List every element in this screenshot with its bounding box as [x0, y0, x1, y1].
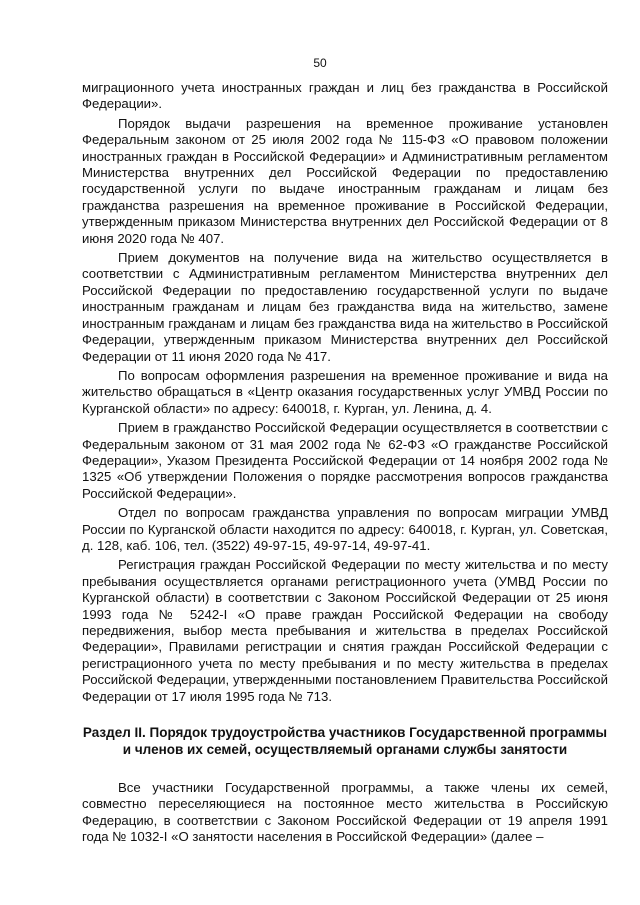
paragraph-residence-permit: Прием документов на получение вида на жительство осуществляется в соответствии с Административным регламентом Министерства внутренних дел Российской Федерации по предоставлению государственной услуги по выдаче иностранным гражданам и лицам без гражданства вида на жительство, замене иностранным гражданам и лицам без гражданства вида на жительство в Российской Федерации, утвержденным приказом Министерства внутренних дел Российской Федерации от 11 июня 2020 года № 417.	[82, 250, 608, 364]
paragraph-citizenship-office: Отдел по вопросам гражданства управления по вопросам миграции УМВД России по Курганской области находится по адресу: 640018, г. Курган, ул. Советская, д. 128, каб. 106, тел. (3522) 49-97-15, 49-97-14, 49-97-41.	[82, 505, 608, 553]
paragraph-contact-center: По вопросам оформления разрешения на временное проживание и вида на жительство обращаться в «Центр оказания государственных услуг УМВД России по Курганской области» по адресу: 640018, г. Курган, ул. Ленина, д. 4.	[82, 367, 608, 416]
page-number: 50	[313, 56, 327, 70]
paragraph-temporary-residence: Порядок выдачи разрешения на временное проживание установлен Федеральным законом от 25 июля 2002 года № 115-ФЗ «О правовом положении иностранных граждан в Российской Федерации» и Административным регламентом Министерства внутренних дел Российской Федерации по предоставлению государственной услуги по выдаче иностранным гражданам и лицам без гражданства разрешения на временное проживание в Российской Федерации, утвержденным приказом Министерства внутренних дел Российской Федерации от 8 июня 2020 года № 407.	[82, 115, 608, 246]
paragraph-employment: Все участники Государственной программы, а также члены их семей, совместно переселяющиеся на постоянное место жительства в Российскую Федерацию, в соответствии с Законом Российской Федерации от 19 апреля 1991 года № 1032-I «О занятости населения в Российской Федерации» (далее –	[82, 780, 608, 845]
paragraph-citizenship: Прием в гражданство Российской Федерации осуществляется в соответствии с Федеральным законом от 31 мая 2002 года № 62-ФЗ «О гражданстве Российской Федерации», Указом Президента Российской Федерации от 14 ноября 2002 года № 1325 «Об утверждении Положения о порядке рассмотрения вопросов гражданства Российской Федерации».	[82, 420, 608, 501]
paragraph-continuation: миграционного учета иностранных граждан и лиц без гражданства в Российской Федерации».	[82, 80, 608, 112]
section-title: Раздел II. Порядок трудоустройства участников Государственной программы и членов их семей, осуществляемый органами службы занятости	[82, 725, 608, 757]
paragraph-registration: Регистрация граждан Российской Федерации по месту жительства и по месту пребывания осуществляется органами регистрационного учета (УМВД России по Курганской области) в соответствии с Законом Российской Федерации от 25 июня 1993 года № 5242-I «О праве граждан Российской Федерации на свободу передвижения, выбор места пребывания и жительства в пределах Российской Федерации», Правилами регистрации и снятия граждан Российской Федерации с регистрационного учета по месту пребывания и по месту жительства в пределах Российской Федерации, утвержденными постановлением Правительства Российской Федерации от 17 июля 1995 года № 713.	[82, 557, 608, 704]
document-body	[82, 80, 608, 849]
